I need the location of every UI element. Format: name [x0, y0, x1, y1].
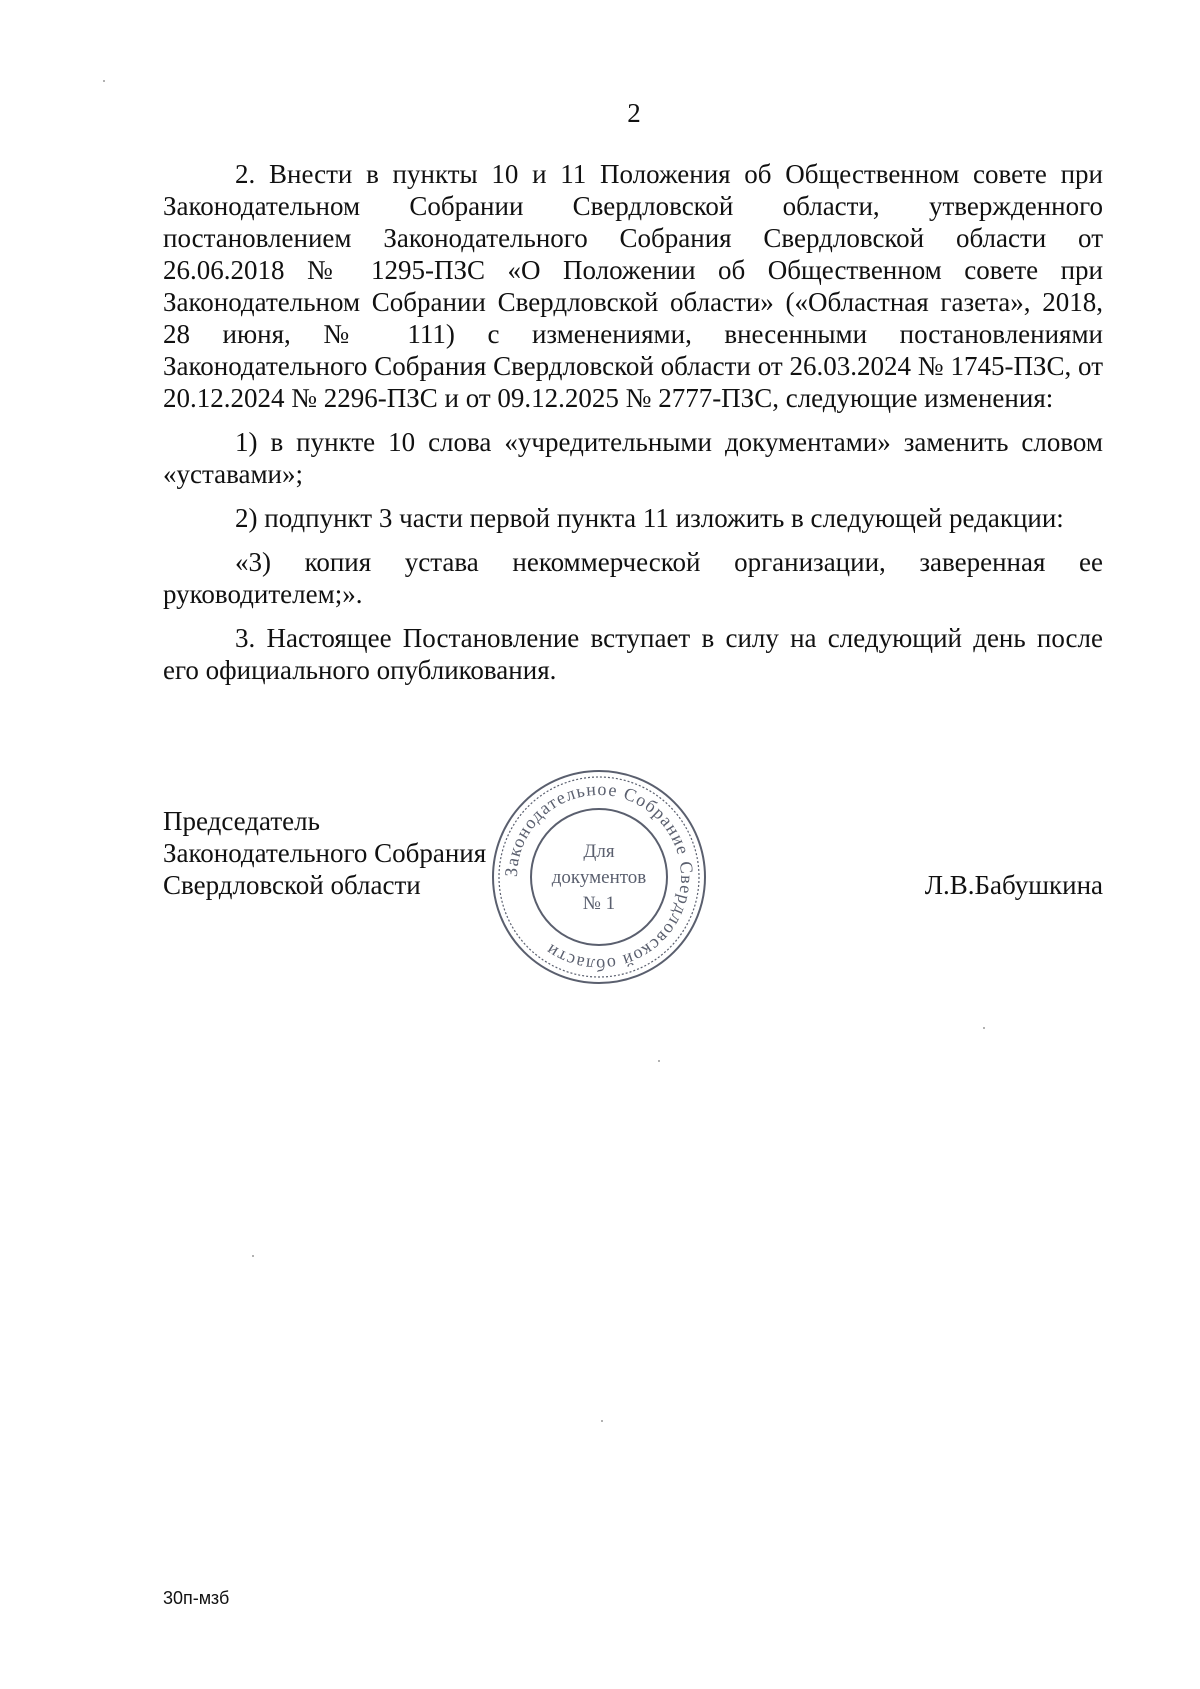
- seal-center-line: Для: [583, 841, 615, 862]
- document-body: [163, 158, 1103, 698]
- document-footer-code: 30п-мзб: [163, 1588, 230, 1608]
- scan-speck: [103, 80, 105, 82]
- scan-speck: [252, 1255, 254, 1257]
- paragraph-entry-into-force: 3. Настоящее Постановление вступает в силу на следующий день после его официального опубликования.: [163, 623, 1103, 685]
- official-seal-stamp: [487, 765, 711, 989]
- signatory-title-line: Свердловской области: [163, 870, 421, 900]
- signatory-title-line: Законодательного Собрания: [163, 838, 487, 868]
- seal-graphic: [487, 765, 711, 989]
- paragraph-new-wording: «3) копия устава некоммерческой организации, заверенная ее руководителем;».: [163, 547, 1103, 609]
- scan-speck: [983, 1027, 985, 1029]
- seal-center-line: № 1: [582, 893, 616, 914]
- signatory-name: Л.В.Бабушкина: [924, 870, 1103, 900]
- scan-speck: [601, 1420, 603, 1422]
- signatory-title-line: Председатель: [163, 806, 320, 836]
- seal-center-line: документов: [551, 867, 647, 888]
- paragraph-amendment-intro: 2. Внести в пункты 10 и 11 Положения об Общественном совете при Законодательном Собрании Свердловской области, утвержденного постановлением Законодательного Собрания Свердловской области от 26.06.2018 № 1295-ПЗС «О Положении об Общественном совете при Законодательном Собрании Свердловской области» («Областная газета», 2018, 28 июня, № 111) с изменениями, внесенными постановлениями Законодательного Собрания Свердловской области от 26.03.2024 № 1745-ПЗС, от 20.12.2024 № 2296-ПЗС и от 09.12.2025 № 2777-ПЗС, следующие изменения:: [163, 159, 1103, 413]
- seal-ring-text: Законодательное Собрание Свердловской области: [500, 778, 698, 976]
- scan-speck: [658, 1060, 660, 1062]
- page-number: 2: [627, 98, 641, 128]
- paragraph-subitem-2: 2) подпункт 3 части первой пункта 11 изложить в следующей редакции:: [235, 503, 1064, 533]
- paragraph-subitem-1: 1) в пункте 10 слова «учредительными документами» заменить словом «уставами»;: [163, 427, 1103, 489]
- signatory-title: [163, 805, 486, 901]
